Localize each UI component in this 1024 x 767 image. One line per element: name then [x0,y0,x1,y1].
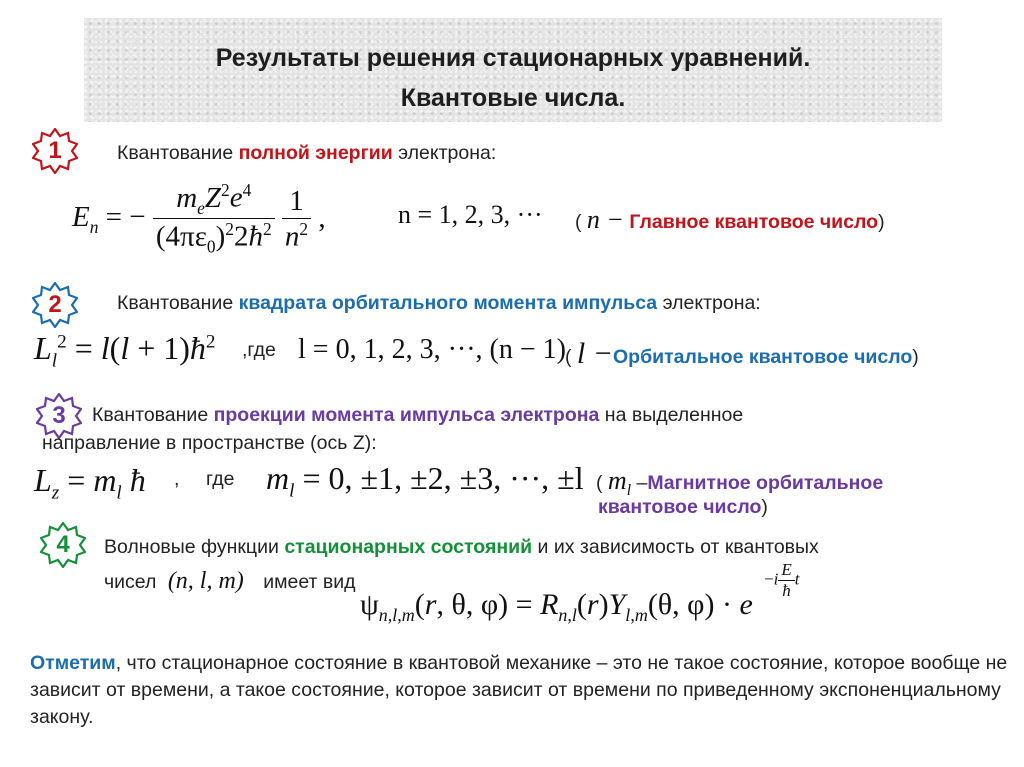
title-box [84,18,942,122]
energy-formula: $E_n$ = − $\frac{m_eZ^2e^4}{(4\pi\varepsilon_0)^22ħ^2}$ $\frac{1}{n^2}$ , [72,180,326,257]
comma: , [174,468,180,490]
exponent: −i $\frac{E}{ħ}$ t [764,560,800,600]
item-2-heading: Квантование квадрата орбитального момента импульса электрона: [117,292,761,314]
item-3-heading-line2: направление в пространстве (ось Z): [42,432,377,454]
slide-subtitle: Квантовые числа. [400,84,626,112]
where-label: ,где [242,339,276,361]
item-3-note-line2: квантовое число) [598,496,768,518]
badge-2 [32,282,78,328]
badge-4 [40,522,86,568]
orbital-formula: $L_l^2 = l(l$ + $1)ħ^2$ [34,330,216,372]
projection-formula: $L_z = m_l$ ħ [34,462,146,504]
item-4-heading: Волновые функции стационарных состояний и их зависимость от квантовых [104,536,819,558]
item-1-heading: Квантование полной энергии электрона: [117,142,497,164]
badge-number: 1 [48,137,62,164]
item-3-note: ( $m_l$ –Магнитное орбитальное [596,466,884,500]
slide-title: Результаты решения стационарных уравнений. [215,44,811,72]
badge-number: 4 [56,531,70,558]
item-2-note: ( l −Орбитальное квантовое число) [565,337,919,370]
orbital-range: l = 0, 1, 2, 3, ···, (n − 1) [298,334,566,365]
projection-range: $m_l = 0$, ±1, ±2, ±3, ···, ±l [266,460,584,502]
item-4-line2: чисел (n, l, m) имеет вид [104,568,356,594]
item-3-heading: Квантование проекции момента импульса электрона на выделенное [92,404,744,426]
badge-number: 3 [52,402,66,429]
badge-1 [32,128,78,174]
where-label: где [206,468,235,490]
projection-range-values: 0, ±1, ±2, ±3, ···, ±l [328,460,584,496]
conclusion-note: Отметим, что стационарное состояние в квантовой механике – это не такое состояние, которое вообще не зависит от времени, а такое состояние, которое зависит от времени по приведенному экспоненциальному закону. [30,652,1008,728]
badge-number: 2 [48,291,62,318]
energy-range: n = 1, 2, 3, ··· [398,200,543,229]
item-1-note: ( n − Главное квантовое число) [575,205,885,234]
wavefunction-formula: $\psi_{n,l,m}(r$, θ, $\varphi) = R_{n,l}(r)Y_{l,m}(\theta$, φ) · e [360,588,753,625]
